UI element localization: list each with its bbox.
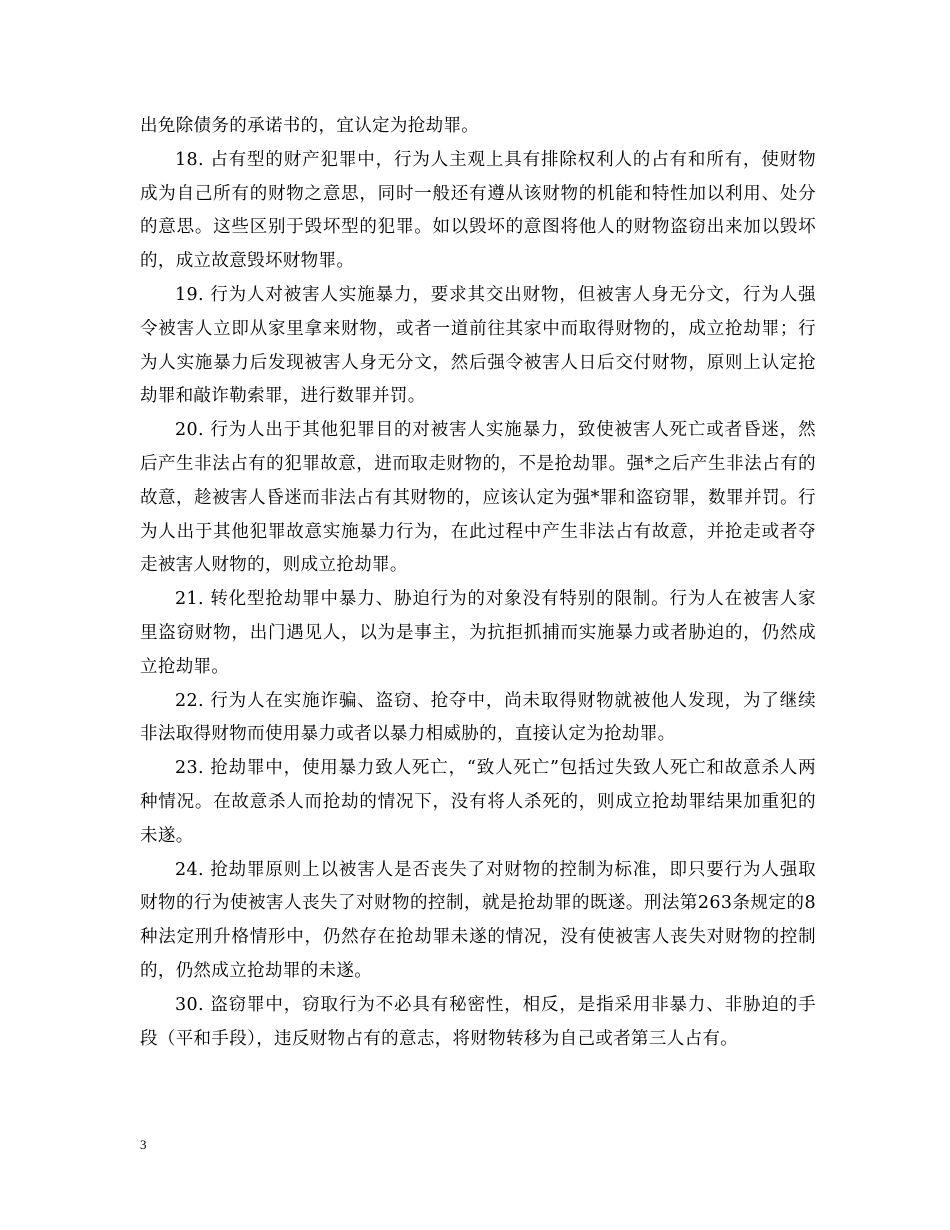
paragraph-item-20: 20. 行为人出于其他犯罪目的对被害人实施暴力，致使被害人死亡或者昏迷，然后产生非法占有的犯罪故意，进而取走财物的，不是抢劫罪。强*之后产生非法占有的故意，趁被害人昏迷而非法占有其财物的，应该认定为强*罪和盗窃罪，数罪并罚。行为人出于其他犯罪故意实施暴力行为，在此过程中产生非法占有故意，并抢走或者夺走被害人财物的，则成立抢劫罪。 — [140, 420, 816, 576]
paragraph-item-23: 23. 抢劫罪中，使用暴力致人死亡，“致人死亡”包括过失致人死亡和故意杀人两种情况。在故意杀人而抢劫的情况下，没有将人杀死的，则成立抢劫罪结果加重犯的未遂。 — [140, 758, 816, 846]
paragraph-item-18: 18. 占有型的财产犯罪中，行为人主观上具有排除权利人的占有和所有，使财物成为自己所有的财物之意思，同时一般还有遵从该财物的机能和特性加以利用、处分的意思。这些区别于毁坏型的犯罪。如以毁坏的意图将他人的财物盗窃出来加以毁坏的，成立故意毁坏财物罪。 — [140, 149, 816, 272]
paragraph-item-19: 19. 行为人对被害人实施暴力，要求其交出财物，但被害人身无分文，行为人强令被害人立即从家里拿来财物，或者一道前往其家中而取得财物的，成立抢劫罪；行为人实施暴力后发现被害人身无分文，然后强令被害人日后交付财物，原则上认定抢劫罪和敲诈勒索罪，进行数罪并罚。 — [140, 284, 816, 407]
paragraph-item-24: 24. 抢劫罪原则上以被害人是否丧失了对财物的控制为标准，即只要行为人强取财物的行为使被害人丧失了对财物的控制，就是抢劫罪的既遂。刑法第263条规定的8种法定刑升格情形中，仍然存在抢劫罪未遂的情况，没有使被害人丧失对财物的控制的，仍然成立抢劫罪的未遂。 — [140, 859, 816, 981]
paragraph-continuation: 出免除债务的承诺书的，宜认定为抢劫罪。 — [140, 116, 480, 136]
paragraph-item-21: 21. 转化型抢劫罪中暴力、胁迫行为的对象没有特别的限制。行为人在被害人家里盗窃财物，出门遇见人，以为是事主，为抗拒抓捕而实施暴力或者胁迫的，仍然成立抢劫罪。 — [140, 589, 816, 677]
document-body — [140, 110, 816, 1056]
paragraph-item-30: 30. 盗窃罪中，窃取行为不必具有秘密性，相反，是指采用非暴力、非胁迫的手段（平和手段），违反财物占有的意志，将财物转移为自己或者第三人占有。 — [140, 994, 816, 1049]
page-number: 3 — [140, 1137, 147, 1152]
paragraph-item-22: 22. 行为人在实施诈骗、盗窃、抢夺中，尚未取得财物就被他人发现，为了继续非法取得财物而使用暴力或者以暴力相威胁的，直接认定为抢劫罪。 — [140, 690, 816, 745]
